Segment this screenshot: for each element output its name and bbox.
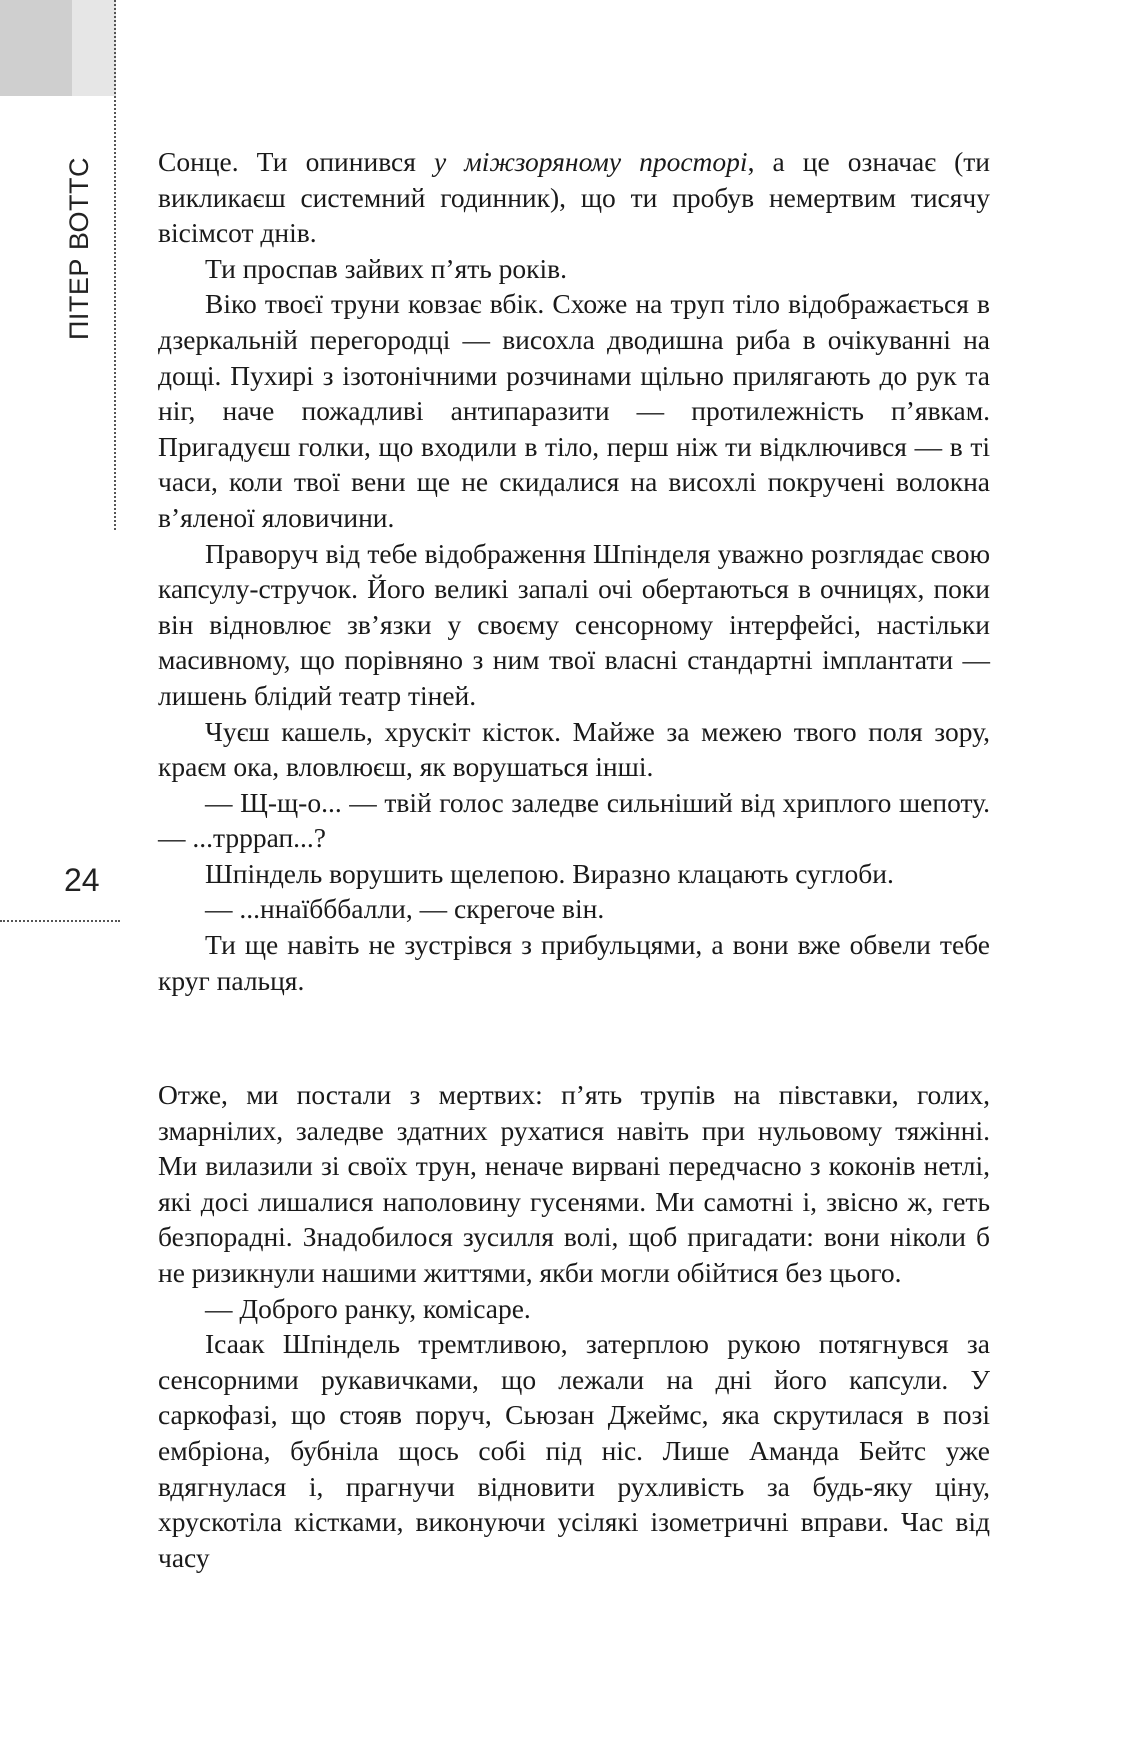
text-run: , а це означає (ти викликаєш системний годинник), що ти пробув немертвим тисячу вісімсот днів.	[158, 146, 991, 249]
text-run: Ти проспав зайвих п’ять років.	[205, 252, 568, 284]
running-head-author: ПІТЕР ВОТТС	[64, 156, 94, 340]
text-run: Сонце. Ти опинився	[158, 146, 434, 177]
text-run: Отже, ми постали з мертвих: п’ять трупів на півставки, голих, змарнілих, заледве здатних рухатися навіть при нульовому тяжінні. Ми вилазили зі своїх трун, неначе вирвані передчасно з коконів нетлі, які досі лишалися наполовину гусенями. Ми самотні і, звісно ж, геть безпорадні. Знадобилося зусилля волі, щоб пригадати: вони ніколи б не ризикнули нашими життями, якби могли обійтися без цього.	[158, 1079, 990, 1288]
text-run: Ісаак Шпіндель тремтливою, затерплою рукою потягнувся за сенсорними рукавичками, що лежали на дні його капсули. У саркофазі, що стояв поруч, Сьюзан Джеймс, яка скрутилася в позі ембріона, бубніла щось собі під ніс. Лише Аманда Бейтс уже вдягнулася і, прагнучи відновити рухливість за будь-яку ціну, хрускотіла кістками, виконуючи усілякі ізометричні вправи. Час від часу	[158, 1328, 990, 1573]
paragraph	[158, 251, 990, 287]
text-run: Чуєш кашель, хрускіт кісток. Майже за межею твого поля зору, краєм ока, вловлюєш, як ворушаться інші.	[158, 715, 990, 783]
text-run: Праворуч від тебе відображення Шпінделя уважно розглядає свою капсулу-стручок. Його великі запалі очі обертаються в очницях, поки він відновлює зв’язки у своєму сенсорному інтерфейсі, настільки масивному, що порівняно з ним твої власні стандартні імплантати — лишень блідий театр тіней.	[158, 537, 990, 711]
page-number: 24	[64, 862, 100, 898]
paragraph	[158, 144, 990, 251]
paragraph	[158, 1077, 990, 1291]
paragraph	[158, 714, 990, 785]
paragraph	[158, 891, 990, 927]
text-run: — Щ-щ-о... — твій голос заледве сильніший від хриплого шепоту. — ...трррап...?	[158, 786, 990, 854]
emphasis-text: у міжзоряному просторі	[433, 146, 748, 177]
paragraph	[158, 286, 990, 535]
text-run: Віко твоєї труни ковзає вбік. Схоже на труп тіло відображається в дзеркальній перегородці — висохла дводишна риба в очікуванні на дощі. Пухирі з ізотонічними розчинами щільно прилягають до рук та ніг, наче пожадливі антипаразити — протилежність п’явкам. Пригадуєш голки, що входили в тіло, перш ніж ти відключився — в ті часи, коли твої вени ще не скидалися на висохлі покручені волокна в’яленої яловичини.	[158, 288, 990, 533]
text-block-1	[158, 144, 990, 998]
vertical-dotted-rule	[114, 0, 116, 530]
text-run: Ти ще навіть не зустрівся з прибульцями, а вони вже обвели тебе круг пальця.	[158, 929, 990, 996]
text-block-2	[158, 1077, 990, 1575]
corner-tab-light-block	[72, 0, 116, 96]
paragraph	[158, 536, 990, 714]
paragraph	[158, 927, 990, 998]
text-run: — ...ннаїбббалли, — скрегоче він.	[205, 893, 605, 925]
paragraph	[158, 856, 990, 892]
corner-tab-block	[0, 0, 72, 96]
text-run: Шпіндель ворушить щелепою. Виразно клацають суглоби.	[205, 857, 894, 889]
text-run: — Доброго ранку, комісаре.	[205, 1292, 531, 1324]
horizontal-dotted-rule	[0, 920, 120, 922]
paragraph	[158, 1326, 990, 1575]
paragraph	[158, 785, 990, 856]
paragraph	[158, 1291, 990, 1327]
